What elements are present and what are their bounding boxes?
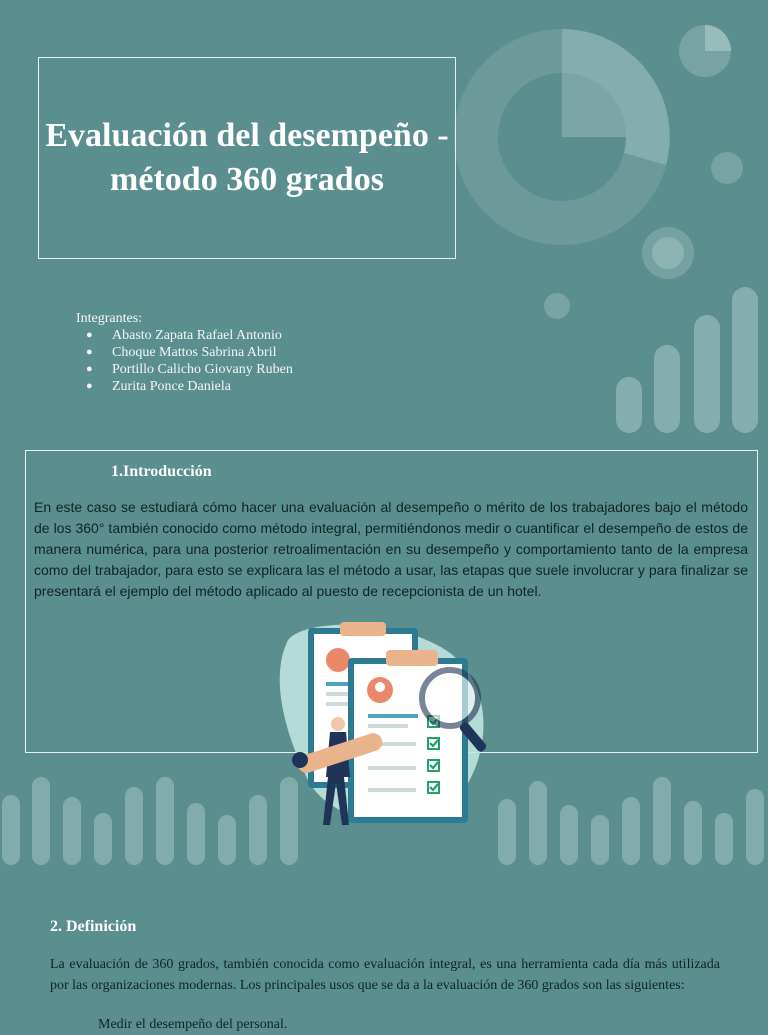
- definition-text: La evaluación de 360 grados, también conocida como evaluación integral, es una herramienta cada día más utilizada por las organizaciones modernas. Los principales usos que se da a la evaluación de 360 grados son las siguientes:: [50, 957, 720, 993]
- bar-stack-decoration: [610, 285, 768, 435]
- member-item: ● Abasto Zapata Rafael Antonio: [76, 327, 293, 344]
- document-title: Evaluación del desempeño - método 360 grados: [45, 117, 449, 198]
- member-item: ● Zurita Ponce Daniela: [76, 378, 293, 395]
- introduction-heading: 1.Introducción: [111, 463, 212, 480]
- evaluation-illustration: [268, 620, 508, 830]
- donut-chart-decoration: [450, 25, 768, 325]
- members-section: [76, 310, 293, 395]
- members-list: [76, 327, 293, 395]
- definition-first-item: Medir el desempeño del personal.: [98, 1017, 288, 1032]
- definition-heading: 2. Definición: [50, 918, 137, 935]
- introduction-text: En este caso se estudiará cómo hacer una evaluación al desempeño o mérito de los trabajadores bajo el método de los 360° también conocido como método integral, permitiéndonos medir o cuantificar el desempeño de estos de manera numérica, para una posterior retroalimentación en su desempeño y comportamiento tanto de la empresa como del trabajador, para esto se explicara las el método a usar, las etapas que suele involucrar y para finalizar se presentará el ejemplo del método aplicado al puesto de recepcionista de un hotel.: [34, 499, 748, 599]
- title-box: [38, 57, 456, 259]
- member-item: ● Choque Mattos Sabrina Abril: [76, 344, 293, 361]
- members-label: Integrantes:: [76, 311, 143, 326]
- member-item: ● Portillo Calicho Giovany Ruben: [76, 361, 293, 378]
